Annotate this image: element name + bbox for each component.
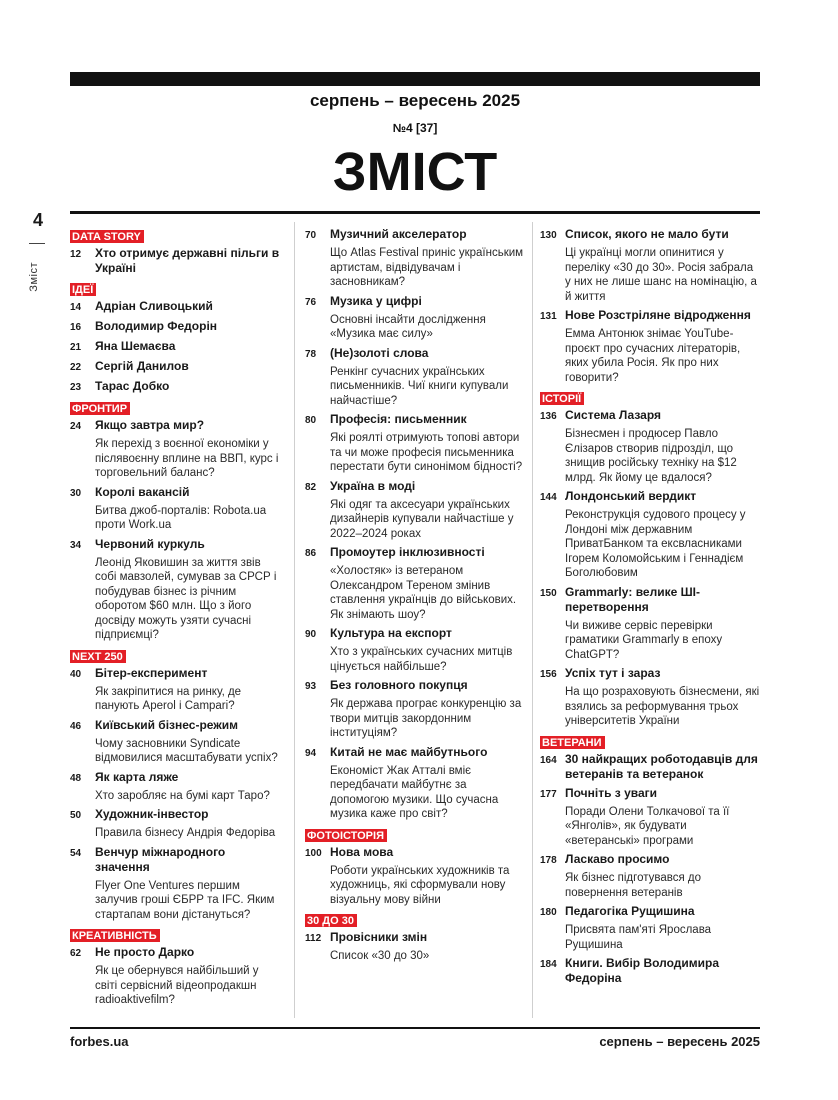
entry-description: Основні інсайти дослідження «Музика має силу» [330, 313, 486, 340]
entry-text [330, 294, 527, 342]
entry-title: Почніть з уваги [565, 785, 658, 800]
entry-text [565, 227, 760, 304]
entry-title: Художник-інвестор [95, 807, 209, 821]
toc-entry[interactable] [70, 246, 282, 276]
entry-page-number: 80 [305, 415, 317, 426]
entry-text [330, 678, 527, 741]
page-title: ЗМІСТ [332, 142, 498, 202]
entry-text [95, 537, 282, 643]
issue-number: №4 [37] [392, 121, 438, 135]
entry-page-number: 177 [540, 788, 557, 800]
entry-page-number: 46 [70, 720, 82, 732]
entry-title: Київський бізнес-режим [95, 717, 239, 732]
toc-entry[interactable] [540, 308, 760, 385]
entry-text [95, 718, 282, 766]
entry-title: Китай не має майбутнього [330, 744, 488, 759]
entry-page-number: 150 [540, 587, 557, 599]
entry-title: Книги. Вибір Володимира Федоріна [565, 956, 720, 985]
toc-entry[interactable] [305, 479, 527, 542]
entry-page-number: 40 [70, 668, 82, 680]
entry-text [330, 745, 527, 822]
category-label: DATA STORY [70, 230, 144, 243]
entry-title: Бітер-експеримент [95, 665, 208, 680]
entry-page-number: 30 [70, 487, 82, 499]
entry-page-number: 180 [540, 907, 557, 918]
toc-entry[interactable] [540, 904, 760, 952]
toc-entry[interactable] [540, 585, 760, 663]
entry-page-number: 100 [305, 847, 322, 859]
toc-entry[interactable] [305, 745, 527, 822]
entry-text [95, 418, 282, 481]
entry-text [330, 845, 527, 908]
entry-page-number: 62 [70, 948, 82, 959]
entry-text [95, 246, 282, 276]
entry-description: Економіст Жак Атталі вміє передбачати майбутнє за допомогою музики. Що сучасна музика каже про світ? [330, 764, 499, 820]
column-divider [294, 222, 295, 1018]
entry-title: Промоутер інклюзивності [330, 545, 485, 559]
toc-entry[interactable] [70, 807, 282, 841]
toc-entry[interactable] [305, 545, 527, 622]
entry-page-number: 54 [70, 847, 82, 859]
entry-title: Музичний акселератор [330, 227, 467, 241]
category-label: ВЕТЕРАНИ [540, 736, 605, 749]
entry-description: Список «30 до 30» [330, 950, 430, 962]
toc-entry[interactable] [70, 537, 282, 643]
entry-text [330, 545, 527, 622]
entry-description: Реконструкція судового процесу у Лондоні між державним ПриватБанком та ексвласниками Ігорем Коломойським і Геннадієм Боголюбовим [565, 509, 746, 579]
entry-title: Сергій Данилов [95, 359, 189, 373]
entry-page-number: 50 [70, 810, 82, 821]
toc-entry[interactable] [70, 845, 282, 923]
entry-page-number: 156 [540, 669, 557, 680]
category-label: 30 ДО 30 [305, 914, 357, 927]
title-divider [70, 211, 760, 214]
entry-text [330, 479, 527, 542]
entry-page-number: 23 [70, 382, 82, 393]
entry-title: 30 найкращих роботодавців для ветеранів та ветеранок [565, 751, 758, 781]
entry-title: Список, якого не мало бути [565, 227, 729, 241]
entry-title: Провісники змін [330, 930, 428, 944]
entry-description: Ренкінг сучасних українських письменників. Чиї книги купували найчастіше? [330, 365, 509, 407]
entry-text [330, 412, 527, 475]
margin-divider [29, 243, 45, 244]
entry-text [330, 346, 527, 409]
entry-description: Битва джоб-порталів: Robota.ua проти Work.ua [95, 504, 267, 531]
entry-description: Чи виживе сервіс перевірки граматики Grammarly в епоху ChatGPT? [565, 619, 723, 661]
entry-description: Леонід Яковишин за життя звів собі мавзолей, сумував за СРСР і побудував бізнес із річним оборотом $60 млн. Що з його досвіду можуть узяти сучасні підприємці? [95, 556, 277, 641]
page-number: 4 [33, 210, 44, 230]
entry-title: Україна в моді [330, 478, 416, 493]
entry-description: Як бізнес підготувався до повернення ветеранів [565, 872, 701, 899]
toc-column-2 [305, 227, 527, 968]
footer-issue-date: серпень – вересень 2025 [599, 1034, 760, 1049]
toc-entry[interactable] [70, 666, 282, 714]
entry-text [565, 308, 760, 385]
entry-title: Нова мова [330, 844, 394, 859]
entry-page-number: 48 [70, 772, 82, 784]
toc-entry[interactable] [70, 485, 282, 533]
category-label: КРЕАТИВНІСТЬ [70, 929, 160, 942]
entry-text [565, 585, 760, 663]
toc-entry[interactable] [70, 359, 282, 375]
column-divider [532, 222, 533, 1018]
entry-page-number: 70 [305, 230, 317, 241]
entry-title: Тарас Добко [95, 379, 170, 393]
entry-title: Венчур міжнародного значення [95, 844, 226, 874]
entry-page-number: 24 [70, 421, 82, 432]
toc-entry[interactable] [70, 299, 282, 315]
entry-page-number: 76 [305, 296, 317, 308]
entry-page-number: 22 [70, 362, 82, 373]
entry-description: Які роялті отримують топові автори та чи може професія письменника перестати бути синонімом бідності? [330, 432, 523, 473]
entry-text [95, 945, 282, 1008]
category-label: ІСТОРІЇ [540, 392, 584, 405]
entry-description: Хто заробляє на бумі карт Таро? [95, 789, 270, 802]
entry-text [565, 786, 760, 849]
entry-description: «Холостяк» із ветераном Олександром Тереном змінив ставлення українців до військових. Як знімають шоу? [330, 565, 517, 621]
toc-entry[interactable] [540, 852, 760, 900]
entry-description: Емма Антонюк знімає YouTube-проєкт про сучасних літераторів, яких убила Росія. Як про них говорити? [565, 328, 741, 384]
entry-description: Flyer One Ventures першим залучив гроші ЄБРР та IFC. Яким стартапам вони дістануться? [95, 879, 275, 921]
section-label: Зміст [28, 262, 40, 292]
entry-description: Поради Олени Толкачової та її «Янголів», як будувати «ветеранські» програми [565, 805, 730, 847]
toc-entry[interactable] [305, 227, 527, 290]
entry-title: Ласкаво просимо [565, 852, 670, 866]
entry-description: Які одяг та аксесуари українських дизайнерів купували найчастіше у 2022–2024 роках [330, 498, 514, 540]
toc-entry[interactable] [305, 346, 527, 409]
entry-page-number: 184 [540, 959, 557, 970]
entry-title: Хто отримує державні пільги в Україні [95, 246, 280, 275]
entry-description: Як держава програє конкуренцію за твори митців закордонним інституціям? [330, 698, 522, 739]
entry-page-number: 16 [70, 322, 82, 333]
entry-page-number: 86 [305, 548, 317, 559]
entry-title: Система Лазаря [565, 408, 662, 422]
toc-entry[interactable] [540, 956, 760, 986]
entry-title: Як карта ляже [95, 769, 179, 784]
toc-entry[interactable] [305, 845, 527, 908]
entry-title: Королі вакансій [95, 484, 190, 499]
entry-title: Адріан Сливоцький [95, 299, 213, 313]
entry-page-number: 136 [540, 411, 557, 422]
toc-entry[interactable] [305, 294, 527, 342]
entry-title: Якщо завтра мир? [95, 418, 205, 432]
entry-title: Успіх тут і зараз [565, 666, 661, 680]
entry-text [95, 845, 282, 923]
toc-entry[interactable] [70, 319, 282, 335]
entry-text [95, 319, 282, 335]
toc-entry[interactable] [70, 379, 282, 395]
issue-date: серпень – вересень 2025 [309, 91, 521, 110]
toc-entry[interactable] [305, 412, 527, 475]
entry-description: Присвята пам'яті Ярослава Рущишина [565, 924, 712, 951]
entry-page-number: 78 [305, 348, 317, 360]
entry-title: Лондонський вердикт [565, 489, 697, 503]
entry-description: Ці українці могли опинитися у переліку «30 до 30». Росія забрала у них не лише шанс на номінацію, а й життя [565, 247, 757, 303]
toc-entry[interactable] [70, 770, 282, 804]
entry-text [95, 379, 282, 395]
toc-entry[interactable] [70, 339, 282, 355]
entry-title: Музика у цифрі [330, 293, 422, 308]
toc-entry[interactable] [540, 786, 760, 849]
entry-title: Культура на експорт [330, 626, 452, 640]
entry-description: Хто з українських сучасних митців цінується найбільше? [330, 646, 513, 673]
entry-title: Grammarly: велике ШІ-перетворення [565, 584, 700, 614]
toc-entry[interactable] [305, 626, 527, 674]
entry-text [95, 770, 282, 804]
entry-text [330, 930, 527, 964]
toc-column-1 [70, 227, 282, 1012]
toc-entry[interactable] [305, 678, 527, 741]
toc-entry[interactable] [540, 489, 760, 581]
entry-page-number: 131 [540, 311, 557, 322]
entry-description: На що розраховують бізнесмени, які взялись за реформування трьох університетів України [565, 686, 760, 727]
entry-description: Як закріпитися на ринку, де панують Aperol і Campari? [95, 685, 242, 712]
toc-entry[interactable] [305, 930, 527, 964]
entry-page-number: 12 [70, 249, 82, 260]
entry-page-number: 164 [540, 754, 557, 766]
entry-page-number: 14 [70, 302, 82, 313]
entry-page-number: 178 [540, 855, 557, 866]
entry-page-number: 144 [540, 492, 557, 503]
entry-title: Володимир Федорін [95, 319, 218, 333]
entry-text [565, 752, 760, 782]
entry-text [565, 489, 760, 581]
entry-description: Чому засновники Syndicate відмовилися масштабувати успіх? [95, 737, 278, 764]
entry-text [565, 904, 760, 952]
entry-text [95, 359, 282, 375]
entry-text [95, 339, 282, 355]
toc-entry[interactable] [540, 408, 760, 485]
entry-title: Педагогіка Рущишина [565, 904, 695, 918]
entry-page-number: 34 [70, 539, 82, 551]
category-label: ІДЕЇ [70, 283, 96, 296]
entry-text [95, 299, 282, 315]
category-label: ФОТОІСТОРІЯ [305, 829, 387, 842]
entry-text [330, 626, 527, 674]
entry-page-number: 130 [540, 230, 557, 241]
entry-text [95, 807, 282, 841]
entry-description: Правила бізнесу Андрія Федоріва [95, 827, 276, 839]
toc-column-3 [540, 227, 760, 990]
entry-title: Яна Шемаєва [95, 339, 176, 353]
entry-text [95, 666, 282, 714]
entry-page-number: 112 [305, 933, 322, 944]
toc-entry[interactable] [70, 718, 282, 766]
entry-title: Професія: письменник [330, 412, 467, 426]
entry-text [565, 666, 760, 729]
toc-entry[interactable] [540, 752, 760, 782]
category-label: NEXT 250 [70, 650, 126, 663]
toc-entry[interactable] [540, 666, 760, 729]
entry-title: Червоний куркуль [95, 536, 205, 551]
entry-text [565, 852, 760, 900]
entry-title: Без головного покупця [330, 678, 468, 692]
category-label: ФРОНТИР [70, 402, 130, 415]
footer-site[interactable]: forbes.ua [70, 1034, 129, 1049]
entry-description: Роботи українських художників та художниць, які сформували нову візуальну мову війни [330, 864, 510, 906]
entry-description: Що Atlas Festival приніс українським артистам, відвідувачам і засновникам? [330, 247, 524, 288]
entry-text [565, 408, 760, 485]
entry-page-number: 21 [70, 342, 82, 353]
entry-page-number: 93 [305, 681, 317, 692]
entry-page-number: 82 [305, 481, 317, 493]
entry-description: Бізнесмен і продюсер Павло Єлізаров створив підрозділ, що знищив російську техніку на $12 млрд. Як йому це вдалося? [565, 428, 737, 484]
entry-description: Як це обернувся найбільший у світі сервісний відеопродакшн radioaktivefilm? [95, 965, 259, 1006]
entry-title: Не просто Дарко [95, 945, 195, 959]
toc-entry[interactable] [540, 227, 760, 304]
toc-entry[interactable] [70, 945, 282, 1008]
entry-text [95, 485, 282, 533]
entry-page-number: 90 [305, 629, 317, 640]
entry-text [330, 227, 527, 290]
entry-text [565, 956, 760, 986]
entry-description: Як перехід з воєнної економіки у післявоєнну вплине на ВВП, курс і торговельний баланс? [95, 438, 279, 479]
entry-title: (Не)золоті слова [330, 345, 429, 360]
top-bar [70, 72, 760, 86]
toc-entry[interactable] [70, 418, 282, 481]
footer-divider [70, 1027, 760, 1029]
entry-title: Нове Розстріляне відродження [565, 308, 751, 322]
entry-page-number: 94 [305, 747, 317, 759]
